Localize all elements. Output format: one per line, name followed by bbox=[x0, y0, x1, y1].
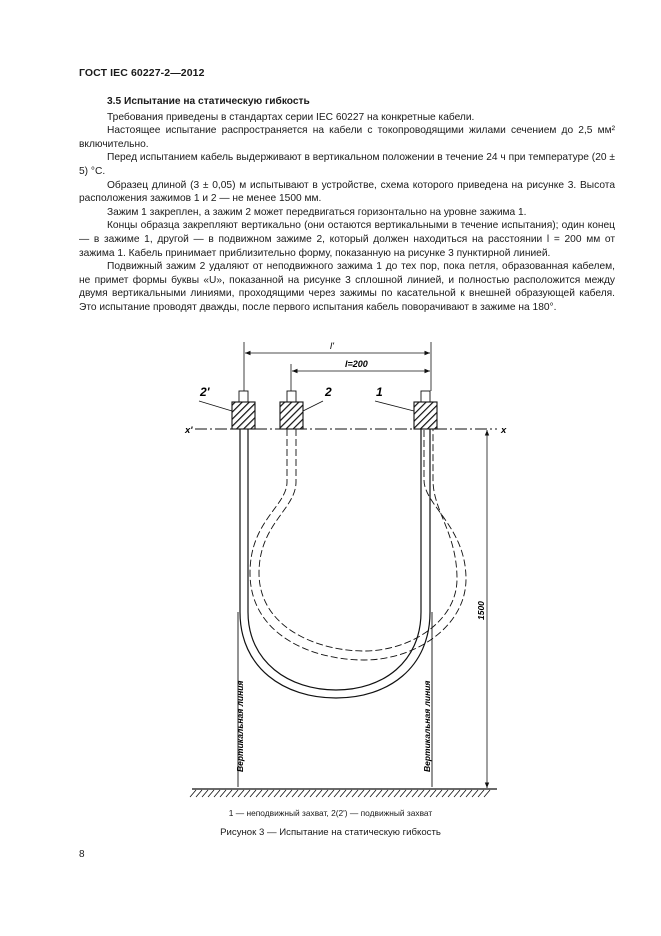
document-header: ГОСТ IEC 60227-2—2012 bbox=[79, 67, 205, 79]
axis-x-prime-label: x' bbox=[185, 425, 193, 436]
vertical-reference-lines bbox=[235, 612, 432, 787]
paragraph-1: Требования приведены в стандартах серии IEC 60227 на конкретные кабели. bbox=[107, 111, 475, 123]
section-body bbox=[79, 95, 615, 315]
dimension-height bbox=[476, 430, 487, 788]
dimension-l-prime bbox=[244, 341, 431, 391]
paragraph-3: Перед испытанием кабель выдерживают в вертикальном положении в течение 24 ч при температуре (20 ± 5) °C. bbox=[79, 152, 615, 177]
clamp-2-prime bbox=[199, 385, 255, 429]
cable-initial-shape bbox=[250, 429, 466, 660]
dim-l-label: l=200 bbox=[345, 359, 368, 369]
test-rig-figure bbox=[0, 330, 661, 810]
label-2-prime: 2' bbox=[200, 385, 210, 399]
ground-line bbox=[190, 789, 497, 797]
label-2: 2 bbox=[325, 385, 332, 399]
vertical-line-label-right: Вертикальная линия bbox=[422, 680, 432, 772]
clamp-1 bbox=[375, 385, 437, 429]
section-title: 3.5 Испытание на статическую гибкость bbox=[107, 96, 310, 107]
paragraph-4: Образец длиной (3 ± 0,05) м испытывают в устройстве, схема которого приведена на рисунке 3. Высота расположения зажимов 1 и 2 — не менее 1500 мм. bbox=[79, 179, 615, 205]
paragraph-6: Концы образца закрепляют вертикально (они остаются вертикальными в течение испытания); один конец — в зажиме 1, другой — в подвижном зажиме 2, который должен находиться на расстоянии l = 200 мм от зажима 1. Кабель принимает приблизительно форму, показанную на рисунке 3 пунктирной линией. bbox=[79, 220, 615, 259]
paragraph-5: Зажим 1 закреплен, а зажим 2 может передвигаться горизонтально на уровне зажима 1. bbox=[107, 206, 527, 218]
figure-legend: 1 — неподвижный захват, 2(2') — подвижный захват bbox=[228, 808, 433, 818]
paragraph-2: Настоящее испытание распространяется на кабели с токопроводящими жилами сечением до 2,5 мм² включительно. bbox=[79, 125, 615, 150]
page-number: 8 bbox=[79, 849, 85, 860]
figure-caption: Рисунок 3 — Испытание на статическую гибкость bbox=[220, 827, 441, 838]
vertical-line-label-left: Вертикальная линия bbox=[235, 680, 245, 772]
dimension-l bbox=[291, 359, 430, 391]
axis-x-label: x bbox=[501, 425, 507, 436]
label-1: 1 bbox=[376, 385, 383, 399]
dim-height-label: 1500 bbox=[476, 601, 486, 620]
clamp-2 bbox=[280, 385, 332, 429]
dim-l-prime-label: l' bbox=[330, 341, 334, 352]
paragraph-7: Подвижный зажим 2 удаляют от неподвижного зажима 1 до тех пор, пока петля, образованная кабелем, не примет формы буквы «U», показанной на рисунке 3 сплошной линией, и полностью расположится между двумя вертикальными линиями, проходящими через зажимы по касательной к внешней образующей кабеля. Это испытание проводят дважды, после первого испытания кабель поворачивают в зажиме на 180°. bbox=[79, 261, 615, 313]
